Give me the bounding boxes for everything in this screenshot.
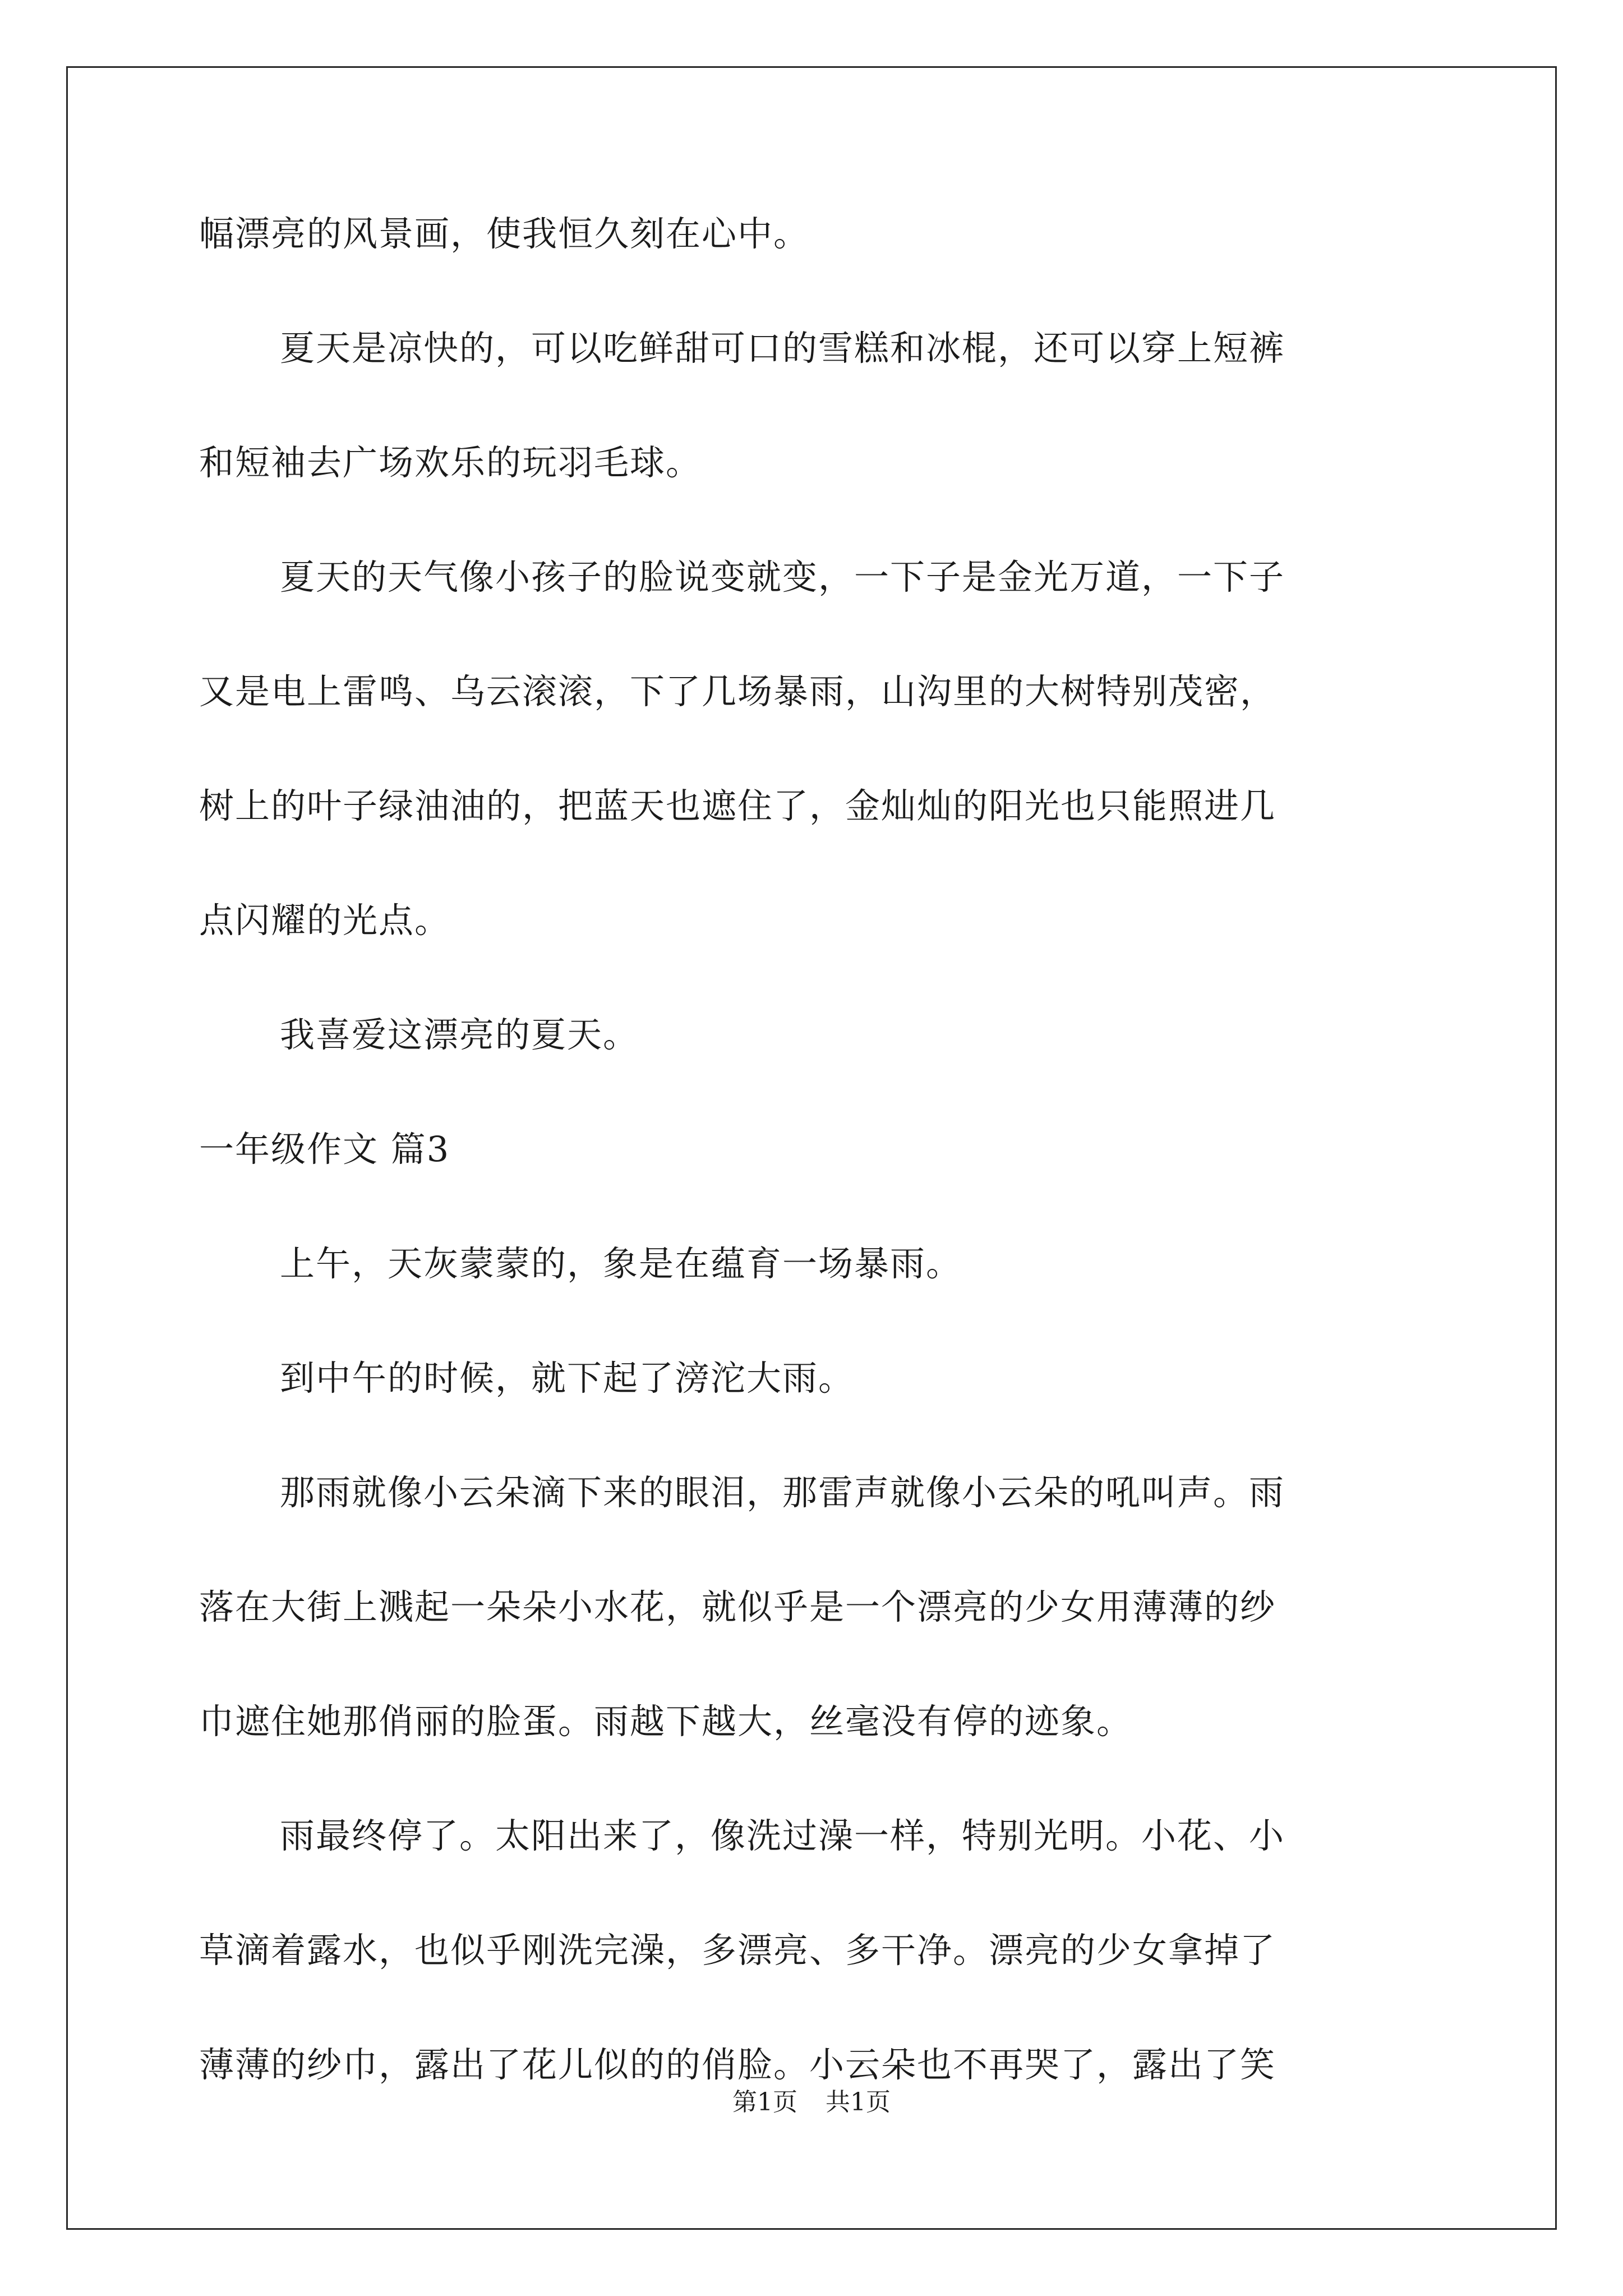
page-number: 第1页 <box>732 2088 797 2116</box>
text-line-8: 我喜爱这漂亮的夏天。 <box>280 1014 639 1055</box>
text-line-2: 夏天是凉快的，可以吃鲜甜可口的雪糕和冰棍，还可以穿上短裤 <box>280 328 1285 369</box>
text-line-11: 到中午的时候，就下起了滂沱大雨。 <box>280 1358 855 1398</box>
section-heading: 一年级作文 篇3 <box>199 1129 450 1170</box>
page-total: 共1页 <box>826 2088 891 2116</box>
text-line-12: 那雨就像小云朵滴下来的眼泪，那雷声就像小云朵的吼叫声。雨 <box>280 1472 1285 1513</box>
text-line-4: 夏天的天气像小孩子的脸说变就变，一下子是金光万道，一下子 <box>280 556 1285 597</box>
page-footer <box>0 2087 1623 2118</box>
text-line-7: 点闪耀的光点。 <box>199 900 451 941</box>
text-line-13: 落在大街上溅起一朵朵小水花，就似乎是一个漂亮的少女用薄薄的纱 <box>199 1586 1276 1627</box>
text-line-16: 草滴着露水，也似乎刚洗完澡，多漂亮、多干净。漂亮的少女拿掉了 <box>199 1930 1276 1971</box>
document-body <box>199 213 1438 2159</box>
text-line-14: 巾遮住她那俏丽的脸蛋。雨越下越大，丝毫没有停的迹象。 <box>199 1701 1133 1742</box>
text-line-3: 和短袖去广场欢乐的玩羽毛球。 <box>199 442 702 483</box>
text-line-6: 树上的叶子绿油油的，把蓝天也遮住了，金灿灿的阳光也只能照进几 <box>199 785 1276 826</box>
text-line-10: 上午，天灰蒙蒙的，象是在蕴育一场暴雨。 <box>280 1243 962 1284</box>
text-line-15: 雨最终停了。太阳出来了，像洗过澡一样，特别光明。小花、小 <box>280 1815 1285 1856</box>
text-line-17: 薄薄的纱巾，露出了花儿似的的俏脸。小云朵也不再哭了，露出了笑 <box>199 2044 1276 2085</box>
text-line-1: 幅漂亮的风景画，使我恒久刻在心中。 <box>199 213 810 254</box>
text-line-5: 又是电上雷鸣、乌云滚滚，下了几场暴雨，山沟里的大树特别茂密， <box>199 671 1276 712</box>
